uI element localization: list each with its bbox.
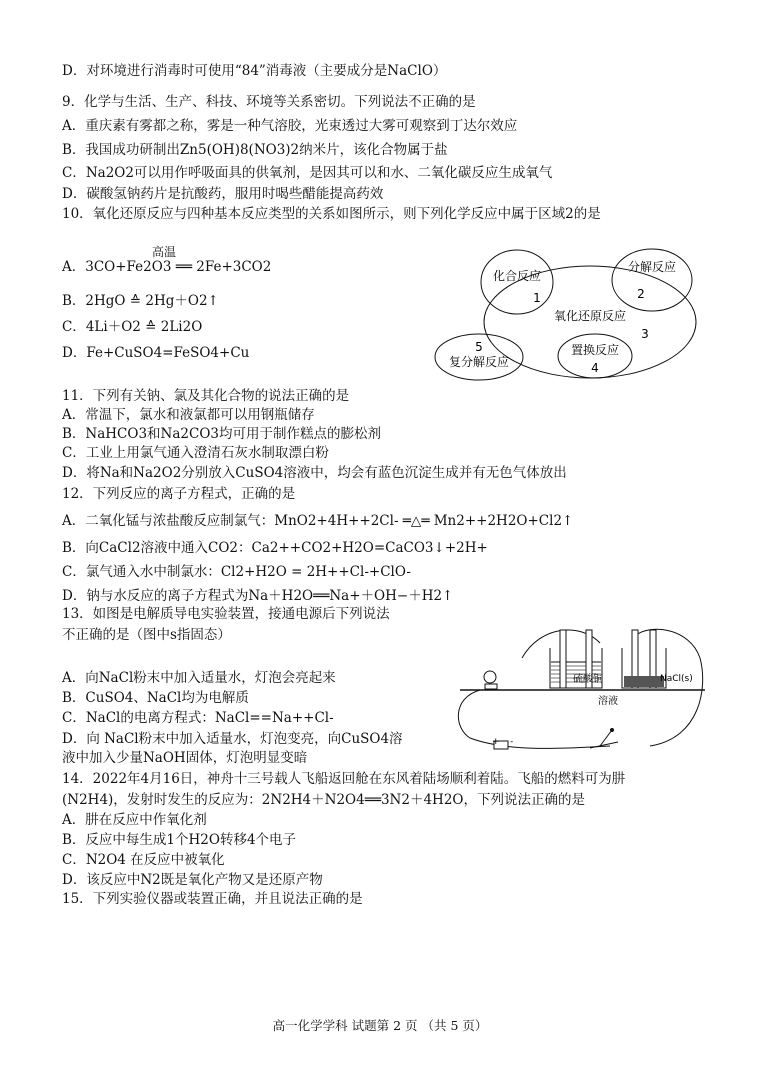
redox-label: 氧化还原反应 [553,309,627,323]
q11-option-a: A．常温下，氯水和液氯都可以用钢瓶储存 [62,407,315,423]
q13-option-d-line1: D．向 NaCl粉末中加入适量水，灯泡变亮，向CuSO4溶 [62,731,403,747]
q14-option-a: A．肼在反应中作氧化剂 [62,812,207,828]
region-2: 2 [637,287,645,301]
svg-text:-: - [510,737,514,747]
q14-option-c: C．N2O4 在反应中被氧化 [62,852,225,868]
q11-stem: 11．下列有关钠、氯及其化合物的说法正确的是 [62,388,350,404]
page-footer: 高一化学学科 试题第 2 页 （共 5 页） [272,1018,488,1033]
q11-option-d: D．将Na和Na2O2分别放入CuSO4溶液中，均会有蓝色沉淀生成并有无色气体放出 [62,465,567,481]
battery [492,737,513,749]
q9-option-b-pre: B．我国成功研制出 [62,142,180,158]
decomposition-circle [612,249,692,311]
q12-option-d: D．钠与水反应的离子方程式为Na＋H2O══Na+＋OH−＋H2↑ [62,588,454,604]
q13-stem-line2: 不正确的是（图中s指固态） [62,627,231,643]
q13-option-c: C．NaCl的电离方程式：NaCl==Na++Cl- [62,710,334,726]
bulb [484,671,497,689]
q10-option-c: C．4Li＋O2 ≙ 2Li2O [62,319,203,335]
q13-option-b: B．CuSO4、NaCl均为电解质 [62,690,249,706]
q11-option-b: B．NaHCO3和Na2CO3均可用于制作糕点的膨松剂 [62,426,381,442]
q9-option-b-post: 纳米片，该化合物属于盐 [299,142,448,158]
combination-label: 化合反应 [492,269,542,283]
q10-option-b: B．2HgO ≙ 2Hg＋O2↑ [62,293,219,309]
q13-stem-line1: 13．如图是电解质导电实验装置，接通电源后下列说法 [62,606,390,622]
q14-option-b: B．反应中每生成1个H2O转移4个电子 [62,832,297,848]
region-5: 5 [475,340,483,354]
region-4: 4 [591,361,599,375]
q10-option-a-condition: 高温 [152,245,177,259]
q12-option-a: A．二氧化锰与浓盐酸反应制氯气：MnO2+4H++2Cl- ═△═ Mn2++2H2O+Cl2↑ [62,513,574,529]
q10-option-d: D．Fe+CuSO4=FeSO4+Cu [62,345,250,361]
q10-stem: 10．氧化还原反应与四种基本反应类型的关系如图所示，则下列化学反应中属于区域2的是 [62,206,601,222]
q9-stem: 9．化学与生活、生产、科技、环境等关系密切。下列说法不正确的是 [62,94,476,110]
q9-option-b [62,141,448,159]
region-1: 1 [533,291,541,305]
q12-option-c: C．氯气通入水中制氯水：Cl2+H2O = 2H++Cl-+ClO- [62,564,411,580]
svg-text:+: + [492,737,500,747]
q14-stem-line2: (N2H4)，发射时发生的反应为：2N2H4＋N2O4══3N2＋4H2O，下列说法正确的是 [62,792,585,808]
q14-stem-line1: 14．2022年4月16日，神舟十三号载人飞船返回舱在东风着陆场顺利着陆。飞船的燃料可为肼 [62,771,626,787]
q12-stem: 12．下列反应的离子方程式，正确的是 [62,486,296,502]
q9-option-c: C．Na2O2可以用作呼吸面具的供氧剂，是因其可以和水、二氧化碳反应生成氧气 [62,165,553,181]
region-3: 3 [641,327,649,341]
q10-option-a: A．3CO+Fe2O3 ══ 2Fe+3CO2 [62,259,272,275]
decomposition-label: 分解反应 [627,260,677,274]
label-nacl: NaCl(s) [660,674,693,684]
q8-option-d: D．对环境进行消毒时可使用“84”消毒液（主要成分是NaClO） [62,63,447,79]
label-cuso4-line2: 溶液 [598,696,618,707]
q9-option-a: A．重庆素有雾都之称，雾是一种气溶胶，光束透过大雾可观察到丁达尔效应 [62,118,518,134]
double-decomposition-label: 复分解反应 [448,355,510,369]
label-cuso4-line1: 硫酸铜 [573,674,603,685]
q12-option-b: B．向CaCl2溶液中通入CO2：Ca2++CO2+H2O=CaCO3↓+2H+ [62,540,488,556]
q13-option-a: A．向NaCl粉末中加入适量水，灯泡会亮起来 [62,670,336,686]
q13-option-d-line2: 液中加入少量NaOH固体，灯泡明显变暗 [62,750,308,766]
q15-stem: 15．下列实验仪器或装置正确，并且说法正确的是 [62,891,363,907]
reaction-type-venn-diagram [430,240,700,385]
switch [590,728,618,748]
q9-option-d: D．碳酸氢钠药片是抗酸药，服用时喝些醋能提高药效 [62,186,384,202]
replacement-label: 置换反应 [570,343,620,357]
q11-option-c: C．工业上用氯气通入澄清石灰水制取漂白粉 [62,445,329,461]
q9-option-b-formula: Zn5(OH)8(NO3)2 [179,142,300,158]
q14-option-d: D．该反应中N2既是氧化产物又是还原产物 [62,872,323,888]
conductivity-apparatus-figure [450,618,712,766]
